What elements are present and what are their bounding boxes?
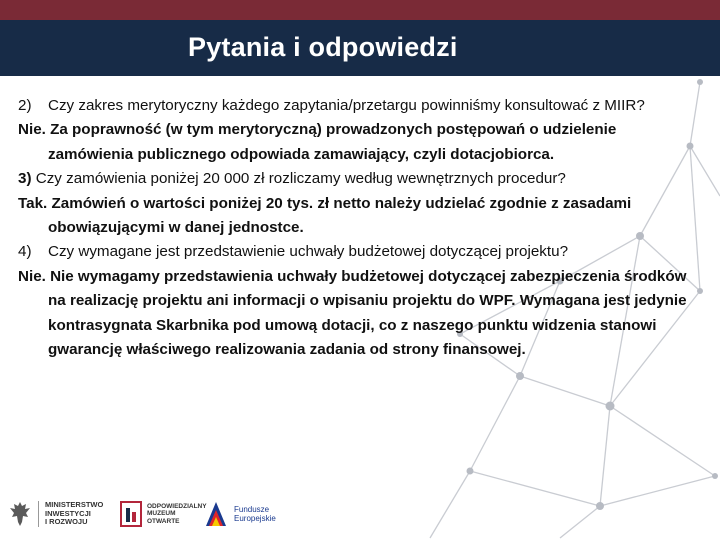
page-title: Pytania i odpowiedzi	[188, 32, 458, 62]
footer-logos	[0, 494, 720, 540]
question-4-text: Czy wymagane jest przedstawienie uchwały budżetowej dotyczącej projektu?	[48, 243, 569, 261]
question-3	[18, 167, 698, 191]
question-2	[18, 94, 698, 118]
open-museum-logo-line-1: ODPOWIEDZIALNY	[147, 502, 207, 510]
title-bar	[0, 20, 720, 76]
museum-building-icon	[120, 500, 142, 528]
top-accent-strip	[0, 0, 720, 20]
eagle-emblem-icon	[8, 500, 32, 528]
question-2-number: 2)	[18, 97, 32, 114]
answer-3: Tak. Zamówień o wartości poniżej 20 tys. zł netto należy udzielać zgodnie z zasadami obowiązującymi w danej jednostce.	[18, 194, 632, 237]
ministry-logo	[8, 500, 103, 528]
question-2-text: Czy zakres merytoryczny każdego zapytania/przetargu powinniśmy konsultować z MIIR?	[48, 97, 645, 114]
open-museum-logo	[120, 500, 207, 528]
ministry-logo-line-1: MINISTERSTWO	[45, 500, 104, 510]
question-3-number: 3)	[18, 170, 32, 188]
open-museum-logo-line-3: OTWARTE	[147, 517, 180, 525]
eu-funds-emblem-icon	[203, 500, 229, 528]
qa-content	[18, 94, 698, 362]
question-4	[18, 240, 698, 264]
ministry-logo-line-3: I ROZWOJU	[45, 517, 88, 527]
answer-4: Nie. Nie wymagamy przedstawienia uchwały budżetowej dotyczącej zabezpieczenia środków na realizację projektu ani informacji o wpisaniu projektu do WPF. Wymagana jest jedynie kontrasygnata Skarbnika pod umową dotacji, co z naszego punktu widzenia stanowi gwarancję właściwego realizowania zadania od strony finansowej.	[18, 267, 687, 359]
ministry-logo-line-2: INWESTYCJI	[45, 508, 91, 518]
answer-2: Nie. Za poprawność (w tym merytoryczną) prowadzonych postępowań o udzielenie zamówienia publicznego odpowiada zamawiający, czyli dotacjobiorca.	[18, 121, 617, 163]
question-4-number: 4)	[18, 243, 32, 261]
eu-funds-logo	[203, 500, 276, 528]
eu-funds-logo-line-2: Europejskie	[234, 514, 276, 523]
eu-funds-logo-line-1: Fundusze	[234, 505, 270, 514]
question-3-text: Czy zamówienia poniżej 20 000 zł rozliczamy według wewnętrznych procedur?	[35, 170, 566, 188]
open-museum-logo-line-2: MUZEUM	[147, 510, 176, 518]
